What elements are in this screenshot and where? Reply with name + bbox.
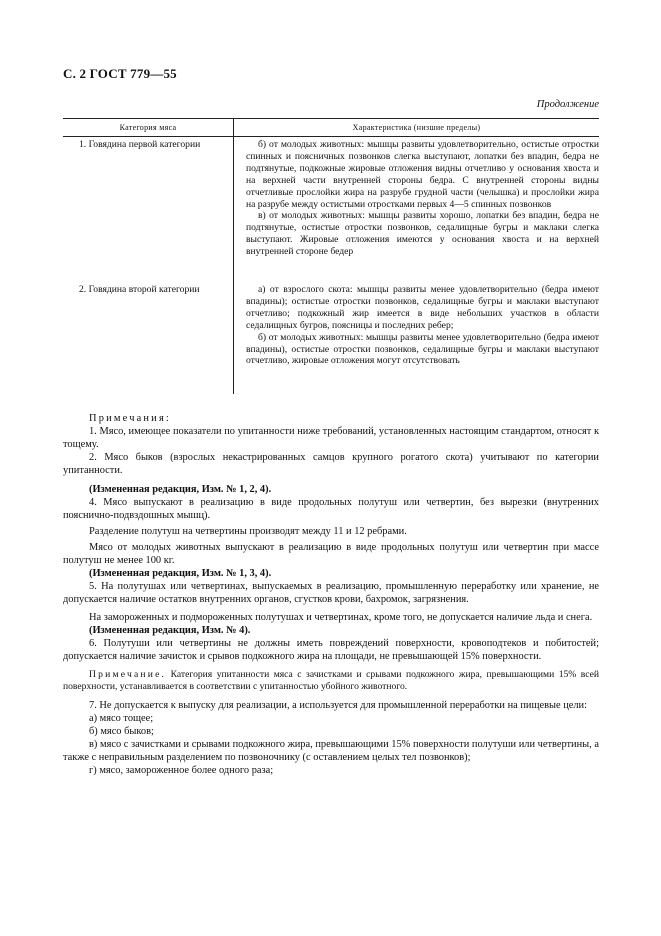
clause-7-b: б) мясо быков; [89, 726, 154, 737]
clause-4: 4. Мясо выпускают в реализацию в виде продольных полутуш или четвертин, без вырезки (внутренних поясничнo-подвздошных мышц). [63, 497, 599, 521]
revision-note: (Измененная редакция, Изм. № 4). [89, 625, 251, 636]
note-3 [63, 669, 599, 693]
note-1: 1. Мясо, имеющее показатели по упитанности ниже требований, установленных настоящим стандартом, относят к тощему. [63, 426, 599, 450]
clause-4-division: Разделение полутуш на четвертины производят между 11 и 12 ребрами. [89, 526, 407, 537]
continuation-label: Продолжение [536, 99, 599, 110]
clause-7-a: а) мясо тощее; [89, 713, 154, 724]
characteristic-paragraph: а) от взрослого скота: мышцы развиты менее удовлетворительно (бедра имеют впадины); остистые отростки позвонков, седалищные бугры и маклаки выступают отчетливо; подкожный жир имеется в виде небольших участков в области седалищных бугров, поясницы и последних ребер; [246, 284, 599, 331]
table-row [63, 274, 599, 394]
clause-4-young: Мясо от молодых животных выпускают в реализацию в виде продольных полутуш или четвертин при массе полутуш не менее 100 кг. [63, 542, 599, 566]
clause-7-d: г) мясо, замороженное более одного раза; [89, 765, 274, 776]
note-3-label: Примечание. [89, 669, 167, 680]
meat-category-table [63, 118, 599, 394]
category-cell: 2. Говядина второй категории [63, 274, 234, 394]
characteristic-paragraph: б) от молодых животных: мышцы развиты менее удовлетворительно (бедра имеют впадины), остистые отростки позвонков, седалищные бугры и маклаки выступают отчетливо, жировые отложения могут отсутствовать [246, 331, 599, 367]
table-row [63, 137, 599, 274]
clause-5: 5. На полутушах или четвертинах, выпускаемых в реализацию, промышленную переработку или хранение, не допускается наличие остатков внутренних органов, сгустков крови, бахромок, загрязнения. [63, 581, 599, 605]
note-2: 2. Мясо быков (взрослых некастрированных самцов крупного рогатого скота) учитывают по категории упитанности. [63, 452, 599, 476]
column-header-characteristic: Характеристика (низшие пределы) [352, 123, 481, 132]
clause-7-c: в) мясо с зачистками и срывами подкожного жира, превышающими 15% поверхности полутуши или четвертины, а также с неправильным разделением по позвоночнику (с оставлением целых тел позвонков); [63, 739, 599, 763]
category-cell: 1. Говядина первой категории [63, 137, 234, 274]
characteristic-paragraph: б) от молодых животных: мышцы развиты удовлетворительно, остистые отростки спинных и поясничных позвонков слегка выступают, лопатки без впадин, бедра не подтянутые, подкожные жировые отложения видны отчетливо у основания хвоста и на верхней части внутренней стороны бедра. С внутренней стороны видны отчетливые прослойки жира на разрубе грудной части (челышка) и прослойки жира на разрубе между остистыми отростками первых 4—5 спинных позвонков [246, 139, 599, 210]
clause-5-frozen: На замороженных и подмороженных полутушах и четвертинах, кроме того, не допускается наличие льда и снега. [89, 612, 593, 623]
note-3-text: Категория упитанности мяса с зачистками и срывами подкожного жира, превышающими 15% всей поверхности, устанавливается в соответствии с упитанностью убойного животного. [63, 669, 599, 692]
table-header [63, 119, 599, 137]
revision-note: (Измененная редакция, Изм. № 1, 3, 4). [89, 568, 272, 579]
clause-6: 6. Полутуши или четвертины не должны иметь повреждений поверхности, кровоподтеков и побитостей; допускается наличие зачисток и срывов подкожного жира на площади, не превышающей 15% поверхности. [63, 638, 599, 662]
document-body [63, 412, 599, 777]
characteristic-cell [234, 274, 599, 394]
page-header: С. 2 ГОСТ 779—55 [63, 66, 177, 81]
revision-note: (Измененная редакция, Изм. № 1, 2, 4). [89, 484, 272, 495]
column-header-category: Категория мяса [63, 119, 234, 136]
notes-title: Примечания: [89, 413, 172, 424]
characteristic-cell [234, 137, 599, 274]
characteristic-paragraph: в) от молодых животных: мышцы развиты хорошо, лопатки без впадин, бедра не подтянутые, остистые отростки позвонков, седалищные бугры и маклаки слегка выступают. Жировые отложения имеются у основания хвоста и на верхней внутренней стороне бедер [246, 210, 599, 258]
clause-7: 7. Не допускается к выпуску для реализации, а используется для промышленной переработки на пищевые цели: [89, 700, 587, 711]
